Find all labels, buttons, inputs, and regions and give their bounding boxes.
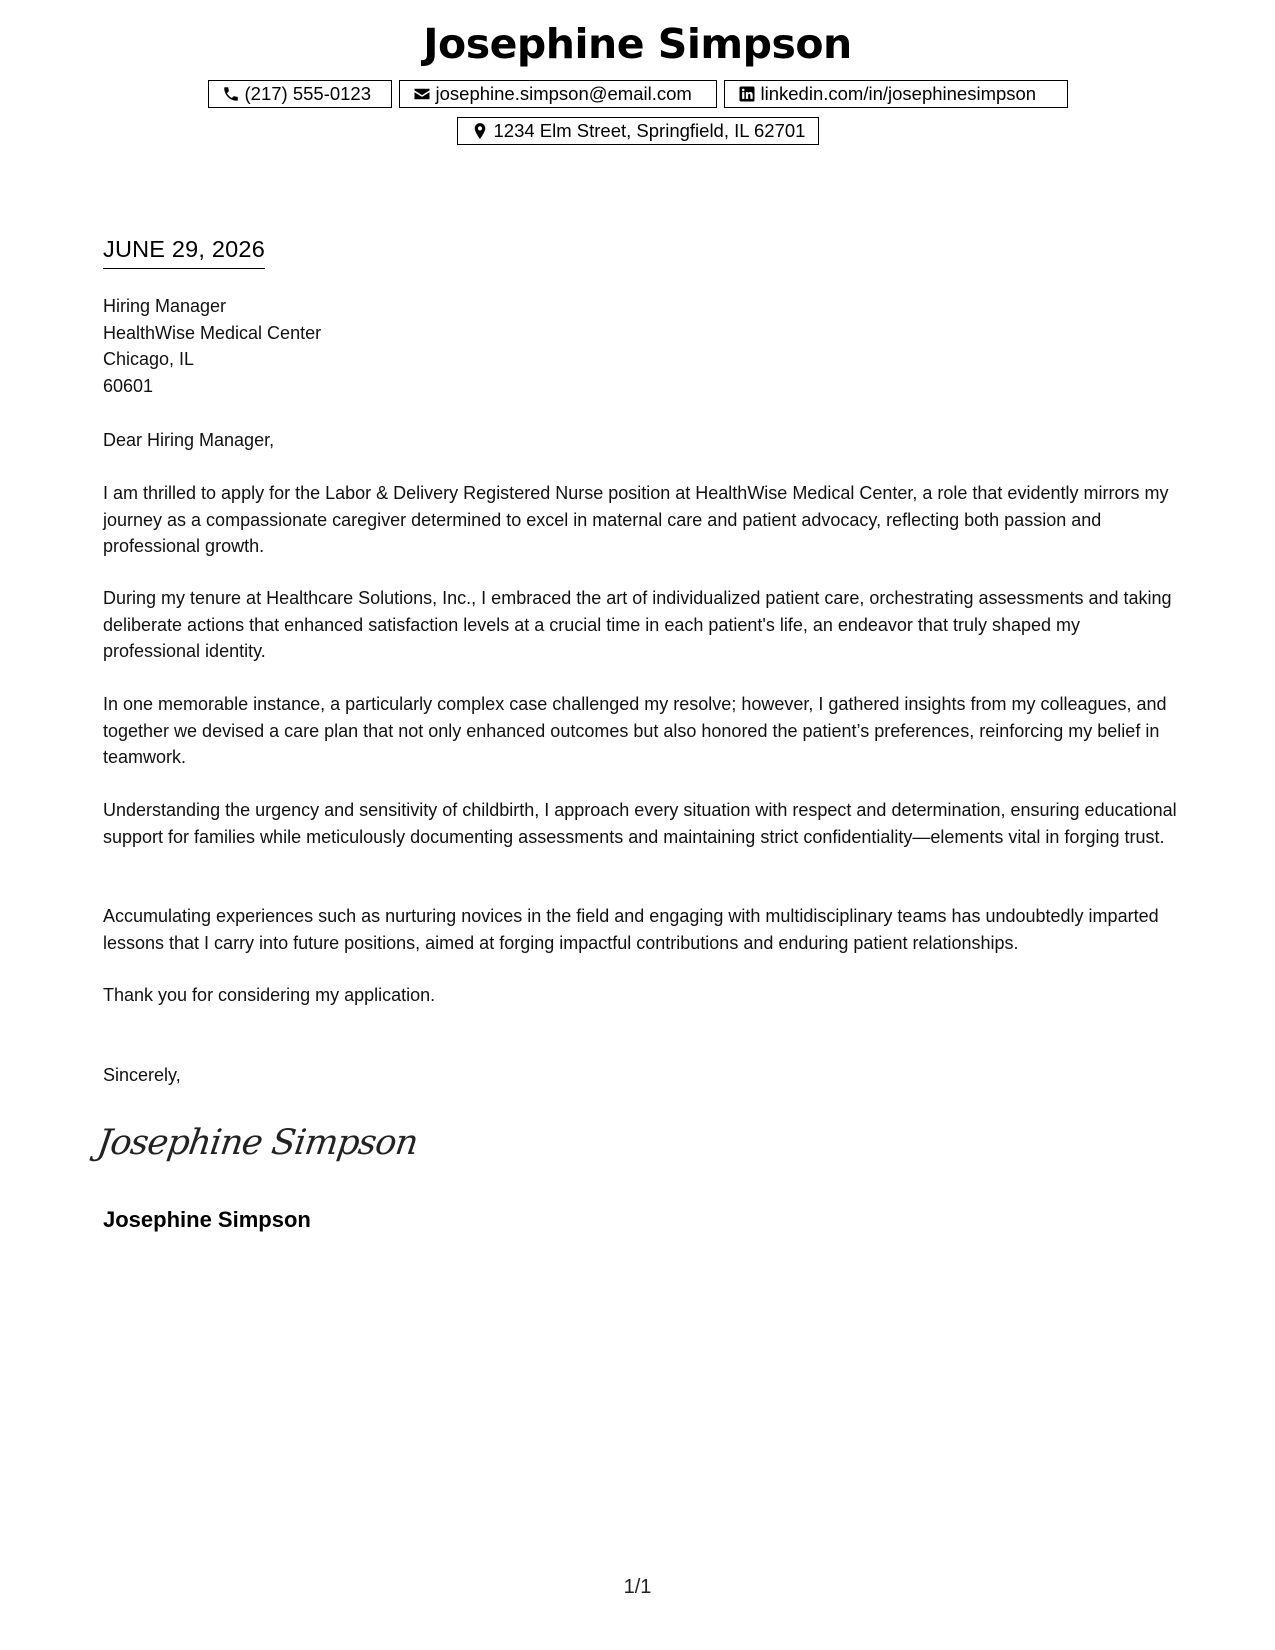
phone-icon <box>222 85 240 103</box>
paragraph-4: Understanding the urgency and sensitivity of childbirth, I approach every situation with respect and determination, ensuring educational support for families while meticulously documenting assessments and maintaining strict confidentiality—elements vital in forging trust. <box>103 800 1177 847</box>
linkedin-chip[interactable] <box>724 80 1068 108</box>
phone-chip <box>208 80 392 108</box>
recipient-title: Hiring Manager <box>103 296 227 316</box>
map-pin-icon <box>471 122 489 140</box>
page-indicator: 1/1 <box>623 1576 652 1598</box>
contact-row <box>0 80 1275 108</box>
letter-date: JUNE 29, 2026 <box>103 236 265 269</box>
email-text: josephine.simpson@email.com <box>435 83 692 104</box>
phone-text: (217) 555-0123 <box>244 83 372 104</box>
salutation: Dear Hiring Manager, <box>103 430 275 450</box>
recipient-zip: 60601 <box>103 375 154 396</box>
paragraph-2: During my tenure at Healthcare Solutions, Inc., I embraced the art of individualized patient care, orchestrating assessments and taking deliberate actions that enhanced satisfaction levels at a crucial time in each patient's life, an endeavor that truly shaped my professional identity. <box>103 588 1172 661</box>
email-chip[interactable] <box>399 80 717 108</box>
handwritten-signature <box>94 1112 421 1172</box>
address-row <box>0 117 1275 145</box>
linkedin-text: linkedin.com/in/josephinesimpson <box>760 83 1037 104</box>
recipient-company: HealthWise Medical Center <box>103 322 322 343</box>
envelope-icon <box>413 85 431 103</box>
recipient-block <box>103 293 321 399</box>
paragraph-5: Accumulating experiences such as nurturing novices in the field and engaging with multidisciplinary teams has undoubtedly imparted lessons that I carry into future positions, aimed at forging impactful contributions and enduring patient relationships. <box>103 906 1159 953</box>
recipient-city-state: Chicago, IL <box>103 349 195 369</box>
signer-name: Josephine Simpson <box>103 1207 311 1232</box>
linkedin-icon <box>738 85 756 103</box>
closing: Sincerely, <box>103 1065 181 1085</box>
address-text: 1234 Elm Street, Springfield, IL 62701 <box>493 120 806 141</box>
applicant-name: Josephine Simpson <box>423 20 852 68</box>
paragraph-1: I am thrilled to apply for the Labor & Delivery Registered Nurse position at HealthWise Medical Center, a role that evidently mirrors my journey as a compassionate caregiver determined to excel in maternal care and patient advocacy, reflecting both passion and professional growth. <box>103 483 1169 556</box>
address-chip <box>457 117 819 145</box>
paragraph-3: In one memorable instance, a particularly complex case challenged my resolve; however, I gathered insights from my colleagues, and together we devised a care plan that not only enhanced outcomes but also honored the patient’s preferences, reinforcing my belief in teamwork. <box>103 694 1167 767</box>
signature-text: Josephine Simpson <box>94 1122 421 1163</box>
thank-you-line: Thank you for considering my application. <box>103 985 436 1005</box>
